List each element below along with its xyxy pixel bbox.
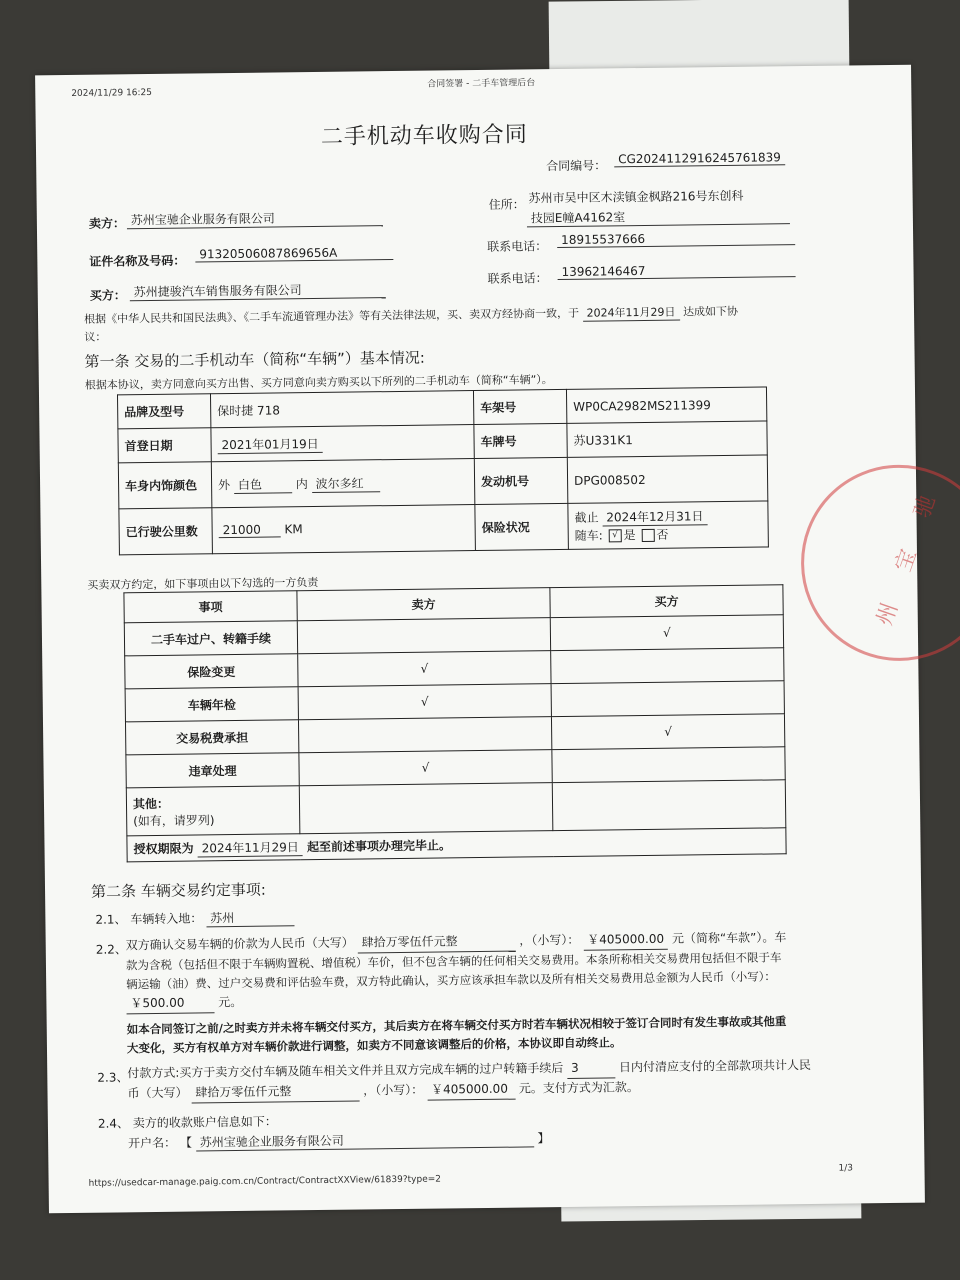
plate-label: 车牌号 — [474, 423, 567, 458]
insurance-until-label: 截止 — [574, 510, 599, 525]
duty-seller-check: √ — [298, 651, 551, 687]
reg-date-value: 2021年01月19日 — [217, 434, 322, 453]
int-color: 波尔多红 — [311, 474, 379, 493]
clause-2-2 — [126, 928, 847, 1015]
no-checkbox[interactable] — [641, 529, 654, 542]
seller-address-label: 住所： — [488, 197, 525, 212]
account-open: 【 — [179, 1135, 193, 1150]
footer-page: 1/3 — [838, 1163, 854, 1174]
duty-seller-check: √ — [299, 750, 552, 786]
col-buyer: 买方 — [550, 585, 783, 618]
clause-2-1-label: 车辆转入地： — [130, 911, 203, 927]
document-title: 二手机动车收购合同 — [320, 122, 529, 150]
clause-2-3-l1b: 日内付清应支付的全部款项共计人民 — [618, 1057, 812, 1075]
intro-line — [84, 303, 738, 328]
duty-buyer-check — [552, 747, 785, 783]
print-site-title: 合同签署 - 二手车管理后台 — [427, 78, 536, 90]
clause-2-3-amount-cn: 肆拾万零伍仟元整 — [191, 1082, 359, 1104]
account-line — [128, 1129, 550, 1152]
buyer-phone-label: 联系电话： — [487, 271, 548, 286]
duty-item: 违章处理 — [126, 753, 299, 788]
intro-text-c: 议： — [84, 330, 107, 344]
mileage-unit: KM — [284, 522, 303, 537]
buyer-label: 买方： — [89, 288, 126, 303]
clause-bold-note — [127, 1012, 847, 1059]
clause-2-2-l3: 辆运输（油）费、过户交易费和评估验车费，双方特此确认，买方应该承担车款以及所有相关交易费用总金额为人民币（小写）： — [126, 969, 776, 992]
buyer-name: 苏州捷骏汽车销售服务有限公司 — [130, 280, 386, 301]
engine-label: 发动机号 — [474, 457, 568, 504]
clause-2-2-amount: ￥405000.00 — [583, 930, 668, 951]
engine-value: DPG008502 — [567, 455, 768, 503]
clause-2-3 — [127, 1056, 847, 1105]
ext-prefix: 外 — [218, 477, 231, 492]
duty-buyer-check — [551, 648, 784, 684]
article2-heading: 第二条 车辆交易约定事项: — [90, 880, 266, 901]
vin-label: 车架号 — [473, 389, 566, 424]
duty-seller-check: √ — [298, 684, 551, 720]
duty-buyer-check — [551, 681, 784, 717]
clause-2-3-amount: ￥405000.00 — [427, 1080, 515, 1101]
clause-2-4-label: 卖方的收款账户信息如下： — [132, 1114, 277, 1131]
deadline-date: 2024年11月29日 — [198, 838, 303, 857]
clause-2-4-no: 2.4、 — [97, 1116, 130, 1131]
seller-address-line2: 技园E幢A4162室 — [527, 206, 790, 227]
contract-no-label: 合同编号： — [546, 158, 607, 174]
brand-value: 保时捷 718 — [210, 391, 473, 428]
int-prefix: 内 — [295, 476, 308, 491]
bold-line-2: 大变化，买方有权单方对车辆价款进行调整，如卖方不同意该调整后的价格，本协议即自动终止。 — [126, 1035, 622, 1056]
mileage-value: 21000 — [219, 522, 281, 538]
col-item: 事项 — [124, 591, 297, 623]
brand-label: 品牌及型号 — [117, 394, 210, 429]
insurance-label: 保险状况 — [475, 503, 569, 550]
clause-2-2-no: 2.2、 — [95, 942, 127, 957]
duties-table — [123, 584, 786, 862]
color-label: 车身内饰颜色 — [118, 462, 212, 509]
yes-label: 是 — [623, 528, 636, 543]
buyer-phone: 13962146467 — [557, 262, 795, 280]
duty-item: 保险变更 — [125, 654, 298, 689]
yes-checkbox[interactable]: √ — [609, 529, 622, 542]
no-label: 否 — [656, 527, 669, 542]
print-datetime: 2024/11/29 16:25 — [71, 87, 153, 99]
other-buyer-cell — [552, 780, 786, 831]
duty-seller-check — [297, 618, 550, 654]
clause-2-4 — [98, 1113, 277, 1132]
contract-page — [35, 65, 946, 1214]
seller-label: 卖方： — [88, 216, 125, 231]
article1-sub: 根据本协议，卖方同意向买方出售、买方同意向卖方购买以下所列的二手机动车（简称“车辆”）。 — [84, 373, 553, 392]
contract-no: CG2024112916245761839 — [614, 150, 785, 167]
clause-2-2-l1c: 元（简称“车款”）。车 — [671, 930, 787, 946]
account-label: 开户名： — [128, 1135, 177, 1151]
seller-phone: 18915537666 — [557, 230, 795, 248]
clause-2-2-amount-cn: 肆拾万零伍仟元整 — [357, 932, 515, 954]
clause-2-3-l2b: ，（小写）： — [363, 1082, 424, 1098]
seller-phone-label: 联系电话： — [487, 239, 548, 254]
clause-2-2-l1a: 双方确认交易车辆的价款为人民币（大写） — [125, 935, 354, 953]
account-close: 】 — [537, 1131, 550, 1146]
clause-2-3-no: 2.3、 — [97, 1070, 129, 1085]
duty-item: 二手车过户、转籍手续 — [124, 621, 297, 656]
clause-2-2-l1b: ，（小写）： — [519, 932, 580, 948]
with-car-label: 随车: — [574, 528, 603, 543]
seller-address-line1: 苏州市吴中区木渎镇金枫路216号东创科 — [528, 188, 744, 206]
duty-item: 交易税费承担 — [125, 720, 298, 755]
vehicle-table — [117, 386, 769, 555]
insurance-until: 2024年12月31日 — [602, 507, 707, 526]
plate-value: 苏U331K1 — [567, 421, 767, 457]
col-seller: 卖方 — [297, 588, 550, 621]
clause-2-3-l2c: 元。支付方式为汇款。 — [518, 1080, 639, 1096]
company-seal — [800, 464, 960, 662]
clause-2-3-l2a: 币（大写） — [127, 1085, 188, 1101]
article1-heading: 第一条 交易的二手机动车（简称“车辆”）基本情况: — [84, 348, 426, 371]
deadline-suffix: 起至前述事项办理完毕止。 — [306, 837, 452, 854]
clause-2-2-fee: ￥500.00 — [126, 993, 214, 1014]
bold-line-1: 如本合同签订之前/之时卖方并未将车辆交付买方，其后卖方在将车辆交付买方时若车辆状况相较于签订合同时有发生事故或其他重 — [126, 1014, 787, 1037]
vin-value: WP0CA2982MS211399 — [566, 387, 766, 423]
duty-item: 车辆年检 — [125, 687, 298, 722]
clause-2-2-fee-unit: 元。 — [218, 994, 243, 1010]
duty-buyer-check: √ — [551, 714, 784, 750]
duty-seller-check — [298, 717, 551, 753]
intro-text-a: 根据《中华人民共和国民法典》、《二手车流通管理办法》等有关法律法规，买、卖双方经协商一致，于 — [83, 306, 580, 326]
other-hint: (如有，请罗列) — [133, 812, 215, 828]
intro-text-b: 达成如下协 — [682, 304, 739, 319]
clause-2-3-l1a: 付款方式:买方于卖方交付车辆及随车相关文件并且双方完成车辆的过户转籍手续后 — [127, 1061, 564, 1081]
deadline-label: 授权期限为 — [133, 841, 194, 856]
mileage-label: 已行驶公里数 — [119, 508, 213, 555]
duty-buyer-check: √ — [550, 615, 783, 651]
other-seller-cell — [299, 783, 553, 834]
seller-name: 苏州宝驰企业服务有限公司 — [127, 208, 383, 229]
seller-id-label: 证件名称及号码： — [89, 253, 186, 269]
footer-url: https://usedcar-manage.paig.com.cn/Contract/ContractXXView/61839?type=2 — [88, 1174, 442, 1189]
other-label: 其他： — [132, 796, 170, 811]
seller-id-number: 91320506087869656A — [195, 245, 393, 262]
seal-text: 州 宝 驰 — [872, 479, 946, 629]
clause-2-2-l2: 款为含税（包括但不限于车辆购置税、增值税）车价，但不包含车辆的任何相关交易费用。本条所称相关交易费用包括但不限于车 — [125, 950, 782, 973]
clause-2-1-no: 2.1、 — [95, 912, 127, 927]
clause-2-3-days: 3 — [567, 1058, 615, 1079]
ext-color: 白色 — [234, 475, 292, 494]
reg-date-label: 首登日期 — [118, 428, 211, 463]
intro-date: 2024年11月29日 — [582, 304, 679, 322]
account-name: 苏州宝驰企业服务有限公司 — [196, 1129, 534, 1151]
duties-intro: 买卖双方约定，如下事项由以下勾选的一方负责 — [87, 575, 319, 592]
clause-2-1 — [95, 908, 294, 928]
clause-2-1-value: 苏州 — [206, 908, 294, 927]
